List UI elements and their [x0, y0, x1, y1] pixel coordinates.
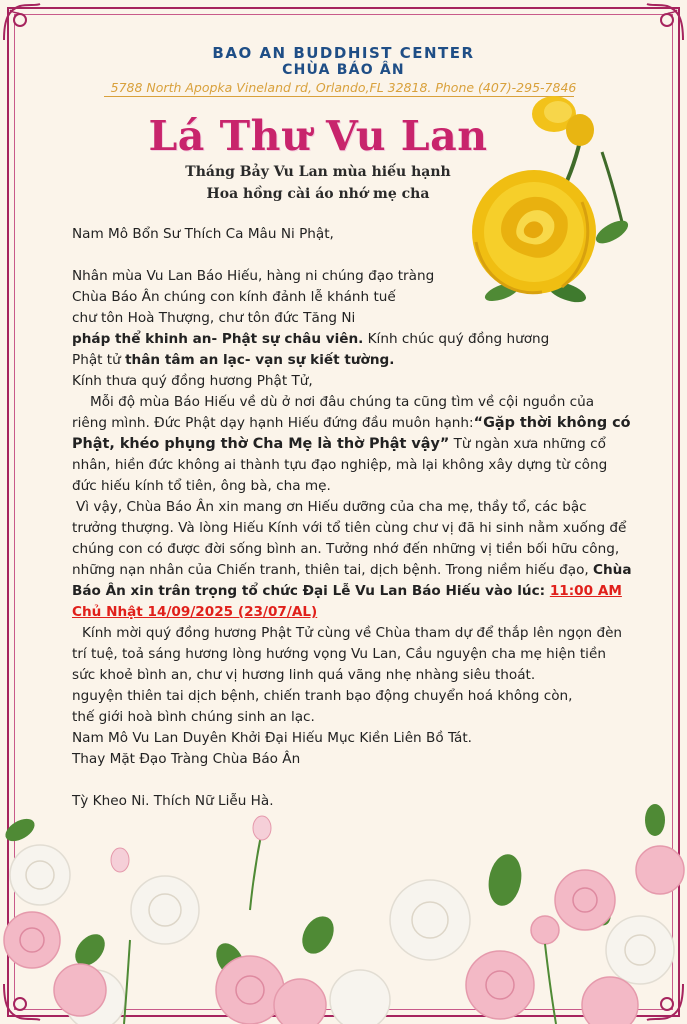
event-announcement: Chùa Báo Ân xin trân trọng tổ chức Đại Lễ Vu Lan Báo Hiếu vào lúc:: [72, 562, 632, 599]
paragraph: thế giới hoà bình chúng sinh an lạc.: [72, 709, 315, 725]
salutation: Kính thưa quý đồng hương Phật Tử,: [72, 373, 313, 389]
letter-title: Lá Thư Vu Lan: [148, 112, 488, 160]
bold-phrase: thân tâm an lạc- vạn sự kiết tường.: [125, 352, 395, 368]
paragraph-line: Nhân mùa Vu Lan Báo Hiếu, hàng ni chúng đạo tràng: [72, 268, 435, 284]
buddha-quote: “Gặp thời không có Phật, khéo phụng thờ Cha Mẹ là thờ Phật vậy”: [72, 415, 631, 452]
paragraph: [72, 392, 632, 497]
greeting: Nam Mô Bổn Sư Thích Ca Mâu Ni Phật,: [72, 226, 334, 242]
closing-prayer: Nam Mô Vu Lan Duyên Khởi Đại Hiếu Mục Kiền Liên Bồ Tát.: [72, 730, 472, 746]
subtitle-line-1: Tháng Bảy Vu Lan mùa hiếu hạnh: [185, 164, 451, 180]
text-span: Phật tử: [72, 352, 126, 368]
text-span: Từ ngàn xưa những cổ nhân, hiền đức không ai thành tựu đạo nghiệp, mà lại không xây dựng từ công đức hiếu kính tổ tiên, ông bà, cha mẹ.: [72, 436, 608, 494]
rose-border-icon: [0, 800, 687, 1024]
signature: Tỳ Kheo Ni. Thích Nữ Liễu Hà.: [72, 793, 274, 809]
text-span: Kính chúc quý đồng hương: [363, 331, 550, 347]
text-span: Mỗi độ mùa Báo Hiếu về dù ở nơi đâu chúng ta cũng tìm về cội nguồn của riêng mình. Đức Phật dạy hạnh Hiếu đứng đầu muôn hạnh:: [72, 394, 595, 431]
paragraph-line: [72, 329, 632, 350]
corner-ornament-icon: [0, 0, 44, 44]
event-time: 11:00 AM Chủ Nhật 14/09/2025 (23/07/AL): [72, 583, 622, 620]
organization-name-vietnamese: CHÙA BÁO ÂN: [282, 62, 405, 78]
paragraph-line: chư tôn Hoà Thượng, chư tôn đức Tăng Ni: [72, 310, 356, 326]
paragraph-line: [72, 350, 632, 371]
corner-ornament-icon: [643, 0, 687, 44]
bold-phrase: pháp thể khinh an- Phật sự châu viên.: [72, 331, 364, 347]
paragraph: [72, 497, 632, 623]
on-behalf-line: Thay Mặt Đạo Tràng Chùa Báo Ân: [72, 751, 301, 767]
letter-body: [72, 224, 632, 812]
text-span: Vì vậy, Chùa Báo Ân xin mang ơn Hiếu dưỡng của cha mẹ, thầy tổ, các bậc trưởng thượng. Và lòng Hiếu Kính với tổ tiên cùng chư vị đã hi sinh nằm xuống để chúng con có được đời sống bình an. Tưởng nhớ đến những vị tiền bối hữu công, những nạn nhân của Chiến tranh, thiên tai, dịch bệnh. Trong niềm hiếu đạo,: [72, 499, 627, 578]
organization-name: BAO AN BUDDHIST CENTER: [212, 44, 475, 62]
paragraph: nguyện thiên tai dịch bệnh, chiến tranh bạo động chuyển hoá không còn,: [72, 688, 573, 704]
subtitle-line-2: Hoa hồng cài áo nhớ mẹ cha: [206, 186, 430, 202]
organization-address: 5788 North Apopka Vineland rd, Orlando,FL 32818. Phone (407)-295-7846: [110, 80, 577, 95]
paragraph: Kính mời quý đồng hương Phật Tử cùng về Chùa tham dự để thắp lên ngọn đèn trí tuệ, toả sáng hương lòng hướng vọng Vu Lan, Cầu nguyện cha mẹ hiện tiền sức khoẻ bình an, chư vị hương linh quá vãng nhẹ nhàng siêu thoát.: [72, 625, 623, 683]
paragraph-line: Chùa Báo Ân chúng con kính đảnh lễ khánh tuế: [72, 289, 396, 305]
